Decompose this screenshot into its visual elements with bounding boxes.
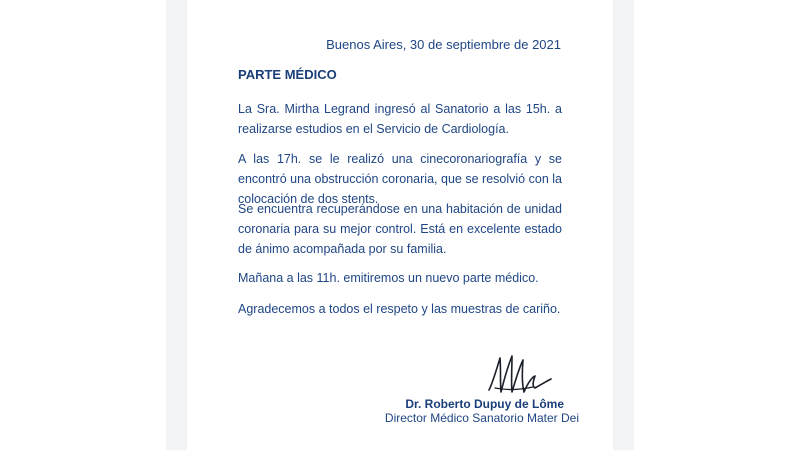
signatory-title: Director Médico Sanatorio Mater Dei	[384, 411, 579, 425]
letter-paragraph-1: La Sra. Mirtha Legrand ingresó al Sanatorio a las 15h. a realizarse estudios en el Servicio de Cardiología.	[238, 102, 562, 136]
signatory-name: Dr. Roberto Dupuy de Lôme	[405, 397, 564, 411]
letter-heading: PARTE MÉDICO	[238, 67, 337, 82]
letter-paragraph-2: A las 17h. se le realizó una cinecoronariografía y se encontró una obstrucción coronaria, que se resolvió con la colocación de dos stents.	[238, 152, 562, 206]
letter-paragraph-5: Agradecemos a todos el respeto y las muestras de cariño.	[238, 302, 561, 316]
handwritten-signature	[485, 352, 555, 398]
letter-date: Buenos Aires, 30 de septiembre de 2021	[326, 37, 561, 52]
letter-paragraph-3: Se encuentra recuperándose en una habitación de unidad coronaria para su mejor control. Está en excelente estado de ánimo acompañada por su familia.	[238, 202, 562, 256]
letter-page	[187, 0, 613, 450]
letter-paragraph-4: Mañana a las 11h. emitiremos un nuevo parte médico.	[238, 271, 539, 285]
